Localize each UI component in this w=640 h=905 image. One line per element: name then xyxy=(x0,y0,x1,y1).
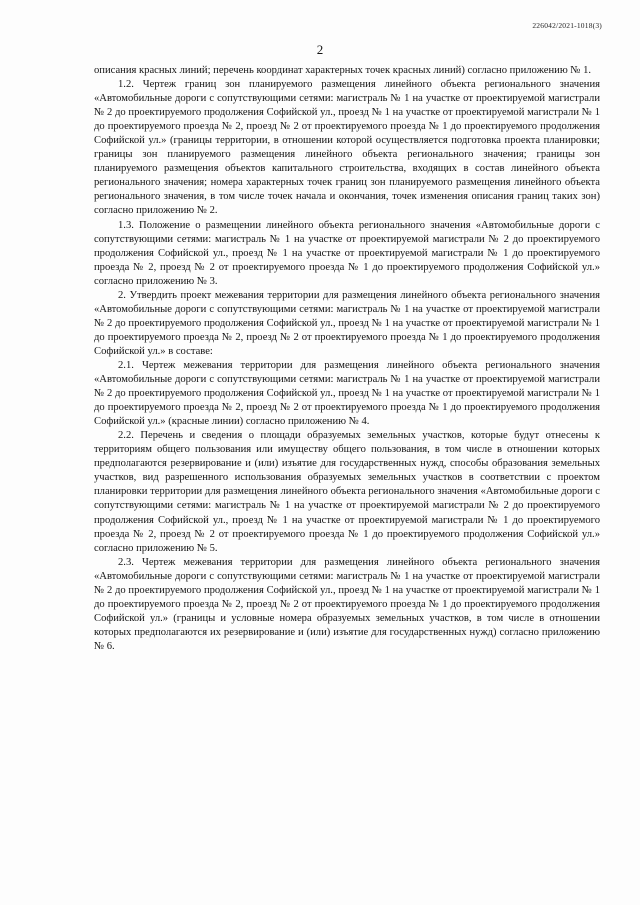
paragraph-1-3: 1.3. Положение о размещении линейного объекта регионального значения «Автомобильные дороги с сопутствующими сетями: магистраль № 1 на участке от проектируемой магистрали № 2 до проектируемого продолжения Софийской ул., проезд № 1 на участке от проектируемой магистрали № 1 до проектируемого проезда № 2, проезд № 2 от проектируемого проезда № 1 до проектируемого продолжения Софийской ул.» согласно приложению № 3. xyxy=(94,219,600,287)
page-number: 2 xyxy=(316,42,324,57)
paragraph-2-3: 2.3. Чертеж межевания территории для размещения линейного объекта регионального значения «Автомобильные дороги с сопутствующими сетями: магистраль № 1 на участке от проектируемой магистрали № 2 до проектируемого продолжения Софийской ул., проезд № 1 на участке от проектируемой магистрали № 1 до проектируемого проезда № 2, проезд № 2 от проектируемого проезда № 1 до проектируемого продолжения Софийской ул.» (границы и условные номера образуемых земельных участков, в том числе в отношении которых предполагаются их резервирование и (или) изъятие для государственных нужд) согласно приложению № 6. xyxy=(94,556,600,652)
paragraph-1-1-continuation: описания красных линий; перечень координат характерных точек красных линий) согласно приложению № 1. xyxy=(94,65,592,76)
document-body xyxy=(94,64,600,654)
paragraph-1-2: 1.2. Чертеж границ зон планируемого размещения линейного объекта регионального значения «Автомобильные дороги с сопутствующими сетями: магистраль № 1 на участке от проектируемой магистрали № 2 до проектируемого продолжения Софийской ул., проезд № 1 на участке от проектируемой магистрали № 1 до проектируемого проезда № 2, проезд № 2 от проектируемого проезда № 1 до проектируемого продолжения Софийской ул.» (границы территории, в отношении которой осуществляется подготовка проекта планировки; границы зон планируемого размещения линейного объекта регионального значения; границы зон планируемого размещения объектов капитального строительства, входящих в состав линейного объекта регионального значения; номера характерных точек границ зон планируемого размещения линейного объекта регионального значения, в том числе точек начала и окончания, точек изменения описания границ таких зон) согласно приложению № 2. xyxy=(94,79,600,217)
paragraph-2-2: 2.2. Перечень и сведения о площади образуемых земельных участков, которые будут отнесены к территориям общего пользования или имуществу общего пользования, в том числе в отношении которых предполагаются резервирование и (или) изъятие для государственных нужд, способы образования земельных участков, вид разрешенного использования образуемых земельных участков в соответствии с проектом планировки территории для размещения линейного объекта регионального значения «Автомобильные дороги с сопутствующими сетями: магистраль № 1 на участке от проектируемой магистрали № 2 до проектируемого продолжения Софийской ул., проезд № 1 на участке от проектируемой магистрали № 1 до проектируемого проезда № 2, проезд № 2 от проектируемого проезда № 1 до проектируемого продолжения Софийской ул.» согласно приложению № 5. xyxy=(94,430,600,554)
paragraph-2: 2. Утвердить проект межевания территории для размещения линейного объекта регионального значения «Автомобильные дороги с сопутствующими сетями: магистраль № 1 на участке от проектируемой магистрали № 2 до проектируемого продолжения Софийской ул., проезд № 1 на участке от проектируемой магистрали № 1 до проектируемого проезда № 2, проезд № 2 от проектируемого проезда № 1 до проектируемого продолжения Софийской ул.» в составе: xyxy=(94,289,600,357)
document-registration-number: 226042/2021-1018(3) xyxy=(532,21,602,30)
paragraph-2-1: 2.1. Чертеж межевания территории для размещения линейного объекта регионального значения «Автомобильные дороги с сопутствующими сетями: магистраль № 1 на участке от проектируемой магистрали № 2 до проектируемого продолжения Софийской ул., проезд № 1 на участке от проектируемой магистрали № 1 до проектируемого проезда № 2, проезд № 2 от проектируемого проезда № 1 до проектируемого продолжения Софийской ул.» (красные линии) согласно приложению № 4. xyxy=(94,359,600,428)
